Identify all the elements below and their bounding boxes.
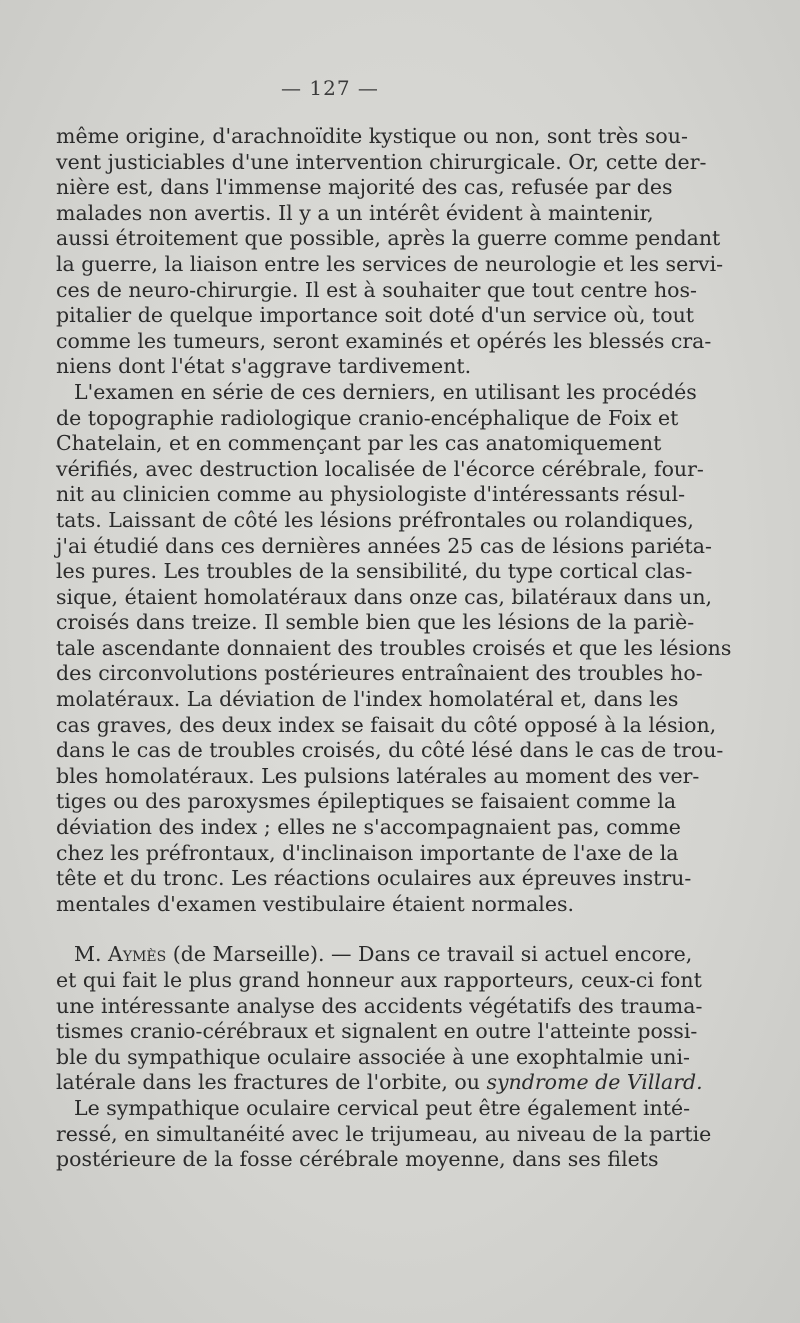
text-line: tiges ou des paroxysmes épileptiques se faisaient comme la [56, 789, 677, 814]
text-line [56, 942, 693, 968]
text-line: L'examen en série de ces derniers, en utilisant les procédés [74, 379, 697, 404]
text-line: malades non avertis. Il y a un intérêt évident à maintenir, [56, 200, 654, 225]
text-line: ressé, en simultanéité avec le trijumeau, au niveau de la partie [56, 1121, 712, 1146]
text-line: et qui fait le plus grand honneur aux rapporteurs, ceux-ci font [56, 968, 702, 992]
text-line: tête et du tronc. Les réactions oculaires aux épreuves instru- [56, 866, 692, 891]
text-line: tale ascendante donnaient des troubles croisés et que les lésions [56, 635, 732, 660]
syndrome-name: syndrome de Villard. [486, 1070, 703, 1095]
text-line: pitalier de quelque importance soit doté d'un service où, tout [56, 303, 695, 328]
text-line: déviation des index ; elles ne s'accompagnaient pas, comme [56, 815, 681, 840]
text-line: tats. Laissant de côté les lésions préfrontales ou rolandiques, [56, 507, 694, 532]
text-line: des circonvolutions postérieures entraînaient des troubles ho- [56, 661, 703, 686]
page-number: — 127 — [281, 76, 379, 100]
text-line: vérifiés, avec destruction localisée de l'écorce cérébrale, four- [56, 456, 704, 481]
text-line: nière est, dans l'immense majorité des cas, refusée par des [56, 175, 673, 200]
text-line: cas graves, des deux index se faisait du côté opposé à la lésion, [56, 712, 717, 737]
text-line: molatéraux. La déviation de l'index homolatéral et, dans les [56, 687, 679, 712]
text-line: une intéressante analyse des accidents végétatifs des trauma- [56, 993, 703, 1018]
text-line: j'ai étudié dans ces dernières années 25 cas de lésions pariéta- [56, 533, 712, 558]
text-line: postérieure de la fosse cérébrale moyenne, dans ses filets [56, 1147, 659, 1172]
text-line: sique, étaient homolatéraux dans onze cas, bilatéraux dans un, [56, 584, 713, 609]
text-line: dans le cas de troubles croisés, du côté lésé dans le cas de trou- [56, 738, 724, 763]
text-line: même origine, d'arachnoïdite kystique ou non, sont très sou- [56, 124, 688, 148]
body-text [56, 124, 732, 1173]
speaker-name: M. Aymès [74, 942, 167, 967]
speaker-affiliation: (de Marseille). — Dans ce travail si actuel encore, [166, 942, 693, 967]
paragraph-spacer [56, 917, 638, 942]
text-line: les pures. Les troubles de la sensibilité, du type cortical clas- [56, 559, 693, 584]
text-line: nit au clinicien comme au physiologiste d'intéressants résul- [56, 482, 685, 507]
text-line: comme les tumeurs, seront examinés et opérés les blessés cra- [56, 328, 712, 353]
text-fragment: latérale dans les fractures de l'orbite, ou [56, 1070, 487, 1095]
text-line [56, 1070, 703, 1096]
text-line: ble du sympathique oculaire associée à une exophtalmie uni- [56, 1044, 690, 1069]
text-line: tismes cranio-cérébraux et signalent en outre l'atteinte possi- [56, 1019, 698, 1044]
text-line: mentales d'examen vestibulaire étaient normales. [56, 891, 575, 916]
text-line: croisés dans treize. Il semble bien que les lésions de la pariè- [56, 610, 695, 635]
text-line: chez les préfrontaux, d'inclinaison importante de l'axe de la [56, 840, 679, 865]
text-line: Le sympathique oculaire cervical peut être également inté- [74, 1095, 691, 1120]
text-line: ces de neuro-chirurgie. Il est à souhaiter que tout centre hos- [56, 277, 697, 302]
text-line: vent justiciables d'une intervention chirurgicale. Or, cette der- [56, 149, 707, 174]
text-line: aussi étroitement que possible, après la guerre comme pendant [56, 226, 721, 251]
text-line: bles homolatéraux. Les pulsions latérales au moment des ver- [56, 763, 700, 788]
text-line: Chatelain, et en commençant par les cas anatomiquement [56, 431, 662, 456]
text-line: niens dont l'état s'aggrave tardivement. [56, 354, 472, 379]
text-line: la guerre, la liaison entre les services de neurologie et les servi- [56, 251, 724, 276]
text-line: de topographie radiologique cranio-encéphalique de Foix et [56, 405, 679, 430]
